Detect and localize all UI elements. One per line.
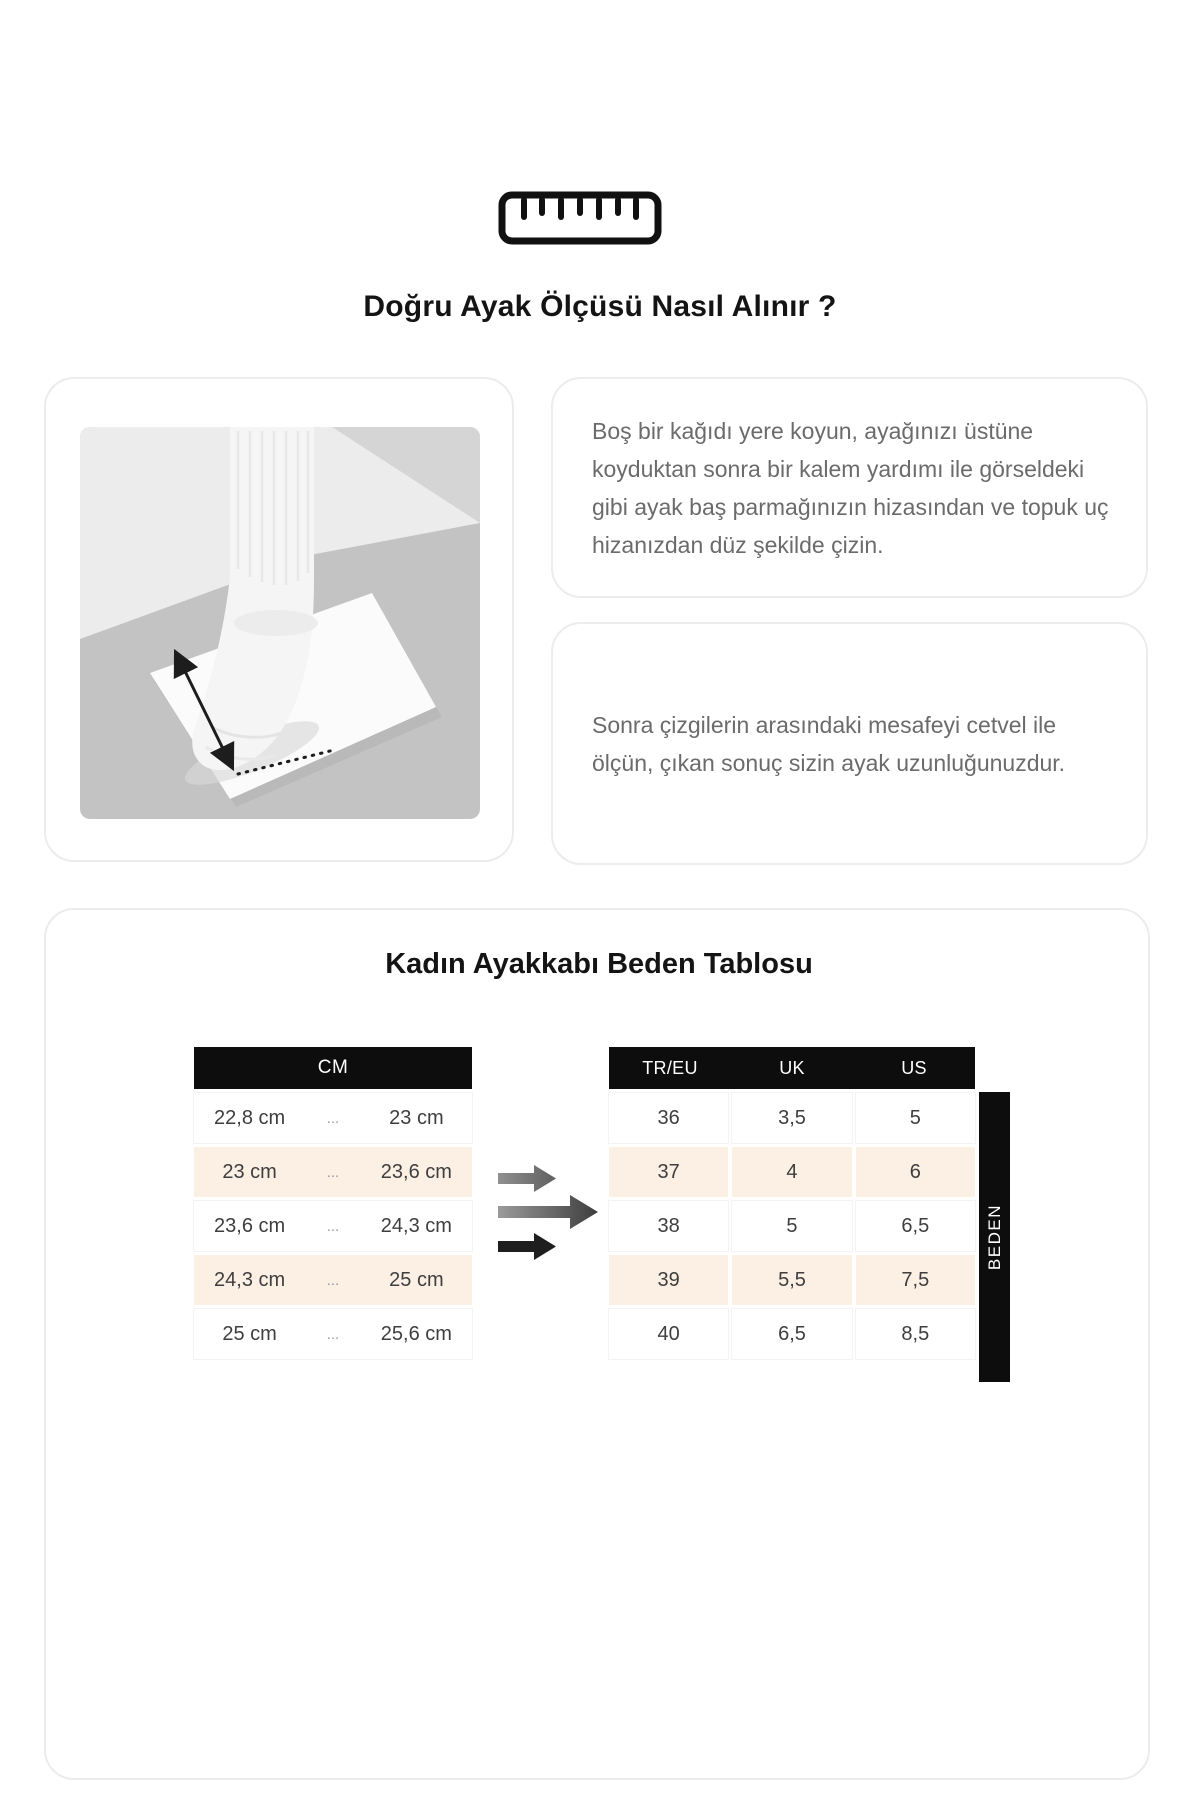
instruction-text-step1: Boş bir kağıdı yere koyun, ayağınızı üstüne koyduktan sonra bir kalem yardımı ile görseldeki gibi ayak baş parmağınızın hizasından ve topuk uç hizanızdan düz şekilde çizin.: [592, 417, 1109, 558]
instruction-card-step2: [551, 622, 1148, 865]
measurement-photo-card: [44, 377, 514, 862]
size-table: [609, 1047, 975, 1359]
size-cell: 8,5: [856, 1309, 975, 1359]
cm-table-row: [194, 1201, 472, 1251]
cm-table: [194, 1047, 472, 1359]
cm-range-to: 23 cm: [389, 1106, 444, 1129]
transfer-arrows-icon: [498, 1162, 598, 1262]
size-table-header-treu: TR/EU: [642, 1057, 698, 1078]
cm-range-separator: ...: [326, 1325, 340, 1343]
cm-range-from: 23 cm: [222, 1160, 277, 1183]
cm-table-row: [194, 1255, 472, 1305]
ruler-icon: [498, 190, 662, 246]
size-cell: 37: [609, 1147, 728, 1197]
size-cell: 5: [732, 1201, 851, 1251]
size-table-header-row: [609, 1047, 975, 1089]
instruction-text-step2: Sonra çizgilerin arasındaki mesafeyi cetvel ile ölçün, çıkan sonuç sizin ayak uzunluğunuzdur.: [592, 711, 1066, 776]
size-cell: 40: [609, 1309, 728, 1359]
size-table-body: [609, 1093, 975, 1359]
foot-measurement-photo: [80, 427, 480, 819]
size-cell: 6,5: [732, 1309, 851, 1359]
cm-table-row: [194, 1093, 472, 1143]
size-table-header-uk: UK: [779, 1057, 805, 1078]
beden-side-label-text: BEDEN: [984, 1203, 1004, 1271]
cm-range-separator: ...: [326, 1217, 340, 1235]
page-title: Doğru Ayak Ölçüsü Nasıl Alınır ?: [363, 290, 837, 323]
size-cell: 6,5: [856, 1201, 975, 1251]
size-chart-card: [44, 908, 1150, 1780]
cm-range-to: 24,3 cm: [380, 1214, 452, 1237]
size-cell: 38: [609, 1201, 728, 1251]
size-cell: 36: [609, 1093, 728, 1143]
size-chart-title: Kadın Ayakkabı Beden Tablosu: [385, 948, 813, 980]
size-cell: 5: [856, 1093, 975, 1143]
cm-table-row: [194, 1309, 472, 1359]
size-cell: 39: [609, 1255, 728, 1305]
cm-range-separator: ...: [326, 1109, 340, 1127]
size-cell: 5,5: [732, 1255, 851, 1305]
cm-range-from: 22,8 cm: [214, 1106, 286, 1129]
cm-range-separator: ...: [326, 1271, 340, 1289]
cm-range-from: 25 cm: [222, 1322, 277, 1345]
size-cell: 7,5: [856, 1255, 975, 1305]
cm-range-to: 23,6 cm: [380, 1160, 452, 1183]
size-cell: 3,5: [732, 1093, 851, 1143]
cm-range-to: 25,6 cm: [380, 1322, 452, 1345]
beden-side-label: [979, 1092, 1010, 1382]
cm-table-row: [194, 1147, 472, 1197]
cm-range-separator: ...: [326, 1163, 340, 1181]
size-cell: 4: [732, 1147, 851, 1197]
size-cell: 6: [856, 1147, 975, 1197]
cm-table-header: CM: [194, 1047, 472, 1089]
size-table-header-us: US: [901, 1057, 927, 1078]
cm-range-from: 24,3 cm: [214, 1268, 286, 1291]
cm-range-to: 25 cm: [389, 1268, 444, 1291]
cm-range-from: 23,6 cm: [214, 1214, 286, 1237]
instruction-card-step1: [551, 377, 1148, 598]
